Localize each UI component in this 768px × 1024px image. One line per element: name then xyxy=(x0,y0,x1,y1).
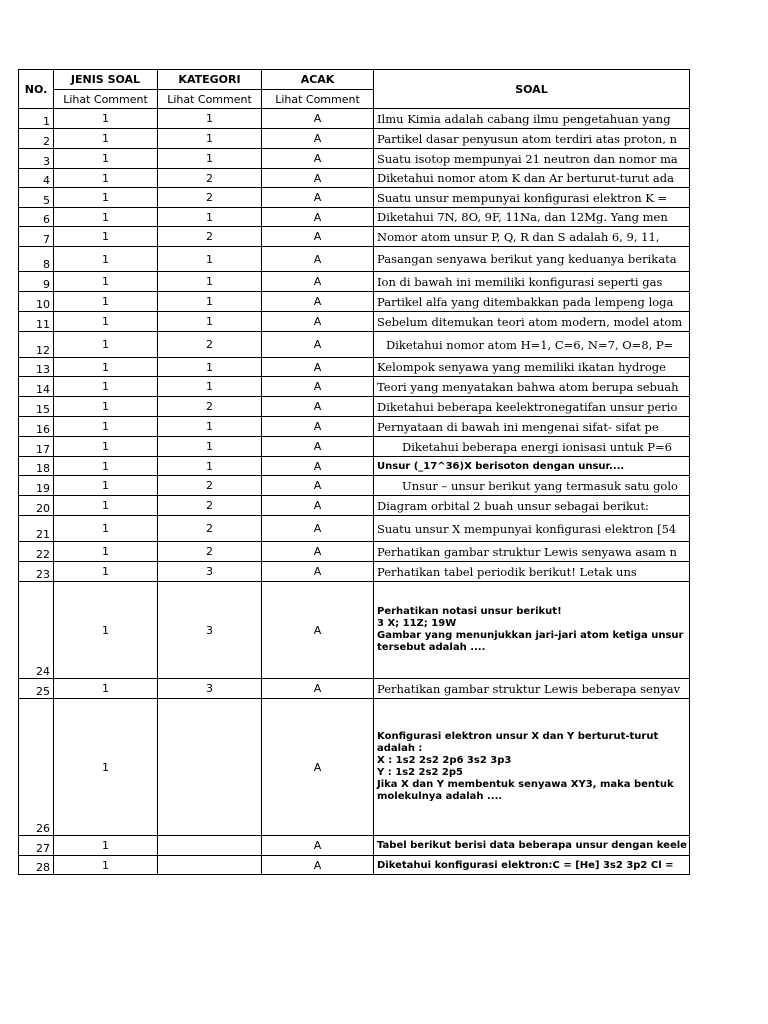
cell-jenis-soal[interactable]: 1 xyxy=(54,188,158,208)
cell-soal[interactable]: Ion di bawah ini memiliki konfigurasi seperti gas xyxy=(374,272,690,292)
cell-jenis-soal[interactable]: 1 xyxy=(54,562,158,582)
cell-jenis-soal[interactable]: 1 xyxy=(54,149,158,169)
cell-no[interactable]: 4 xyxy=(19,169,54,188)
table-row xyxy=(19,516,690,542)
soal-line: tersebut adalah .... xyxy=(377,642,486,653)
cell-no[interactable]: 11 xyxy=(19,312,54,332)
cell-soal[interactable]: Suatu isotop mempunyai 21 neutron dan nomor ma xyxy=(374,149,690,169)
cell-kategori[interactable]: 1 xyxy=(158,272,262,292)
cell-kategori[interactable]: 2 xyxy=(158,476,262,496)
cell-acak[interactable]: A xyxy=(262,437,374,457)
cell-acak[interactable]: A xyxy=(262,836,374,856)
table-row xyxy=(19,129,690,149)
cell-soal[interactable]: Pasangan senyawa berikut yang keduanya berikata xyxy=(374,247,690,272)
cell-kategori[interactable]: 3 xyxy=(158,679,262,699)
table-row xyxy=(19,109,690,129)
cell-soal[interactable]: Tabel berikut berisi data beberapa unsur dengan keele xyxy=(374,836,690,856)
cell-acak[interactable]: A xyxy=(262,272,374,292)
table-row xyxy=(19,208,690,227)
cell-no[interactable]: 21 xyxy=(19,516,54,542)
table-row xyxy=(19,292,690,312)
cell-jenis-soal[interactable]: 1 xyxy=(54,542,158,562)
cell-acak[interactable]: A xyxy=(262,377,374,397)
cell-no[interactable]: 8 xyxy=(19,247,54,272)
cell-acak[interactable]: A xyxy=(262,562,374,582)
cell-acak[interactable]: A xyxy=(262,476,374,496)
cell-kategori[interactable]: 1 xyxy=(158,129,262,149)
question-sheet-table xyxy=(18,69,690,875)
cell-soal[interactable]: Pernyataan di bawah ini mengenai sifat- sifat pe xyxy=(374,417,690,437)
cell-kategori[interactable]: 1 xyxy=(158,417,262,437)
cell-jenis-soal[interactable]: 1 xyxy=(54,312,158,332)
cell-acak[interactable]: A xyxy=(262,227,374,247)
cell-jenis-soal[interactable]: 1 xyxy=(54,129,158,149)
cell-soal[interactable]: Diketahui nomor atom H=1, C=6, N=7, O=8, P= xyxy=(374,332,690,358)
cell-no[interactable]: 10 xyxy=(19,292,54,312)
subheader-kategori-comment[interactable]: Lihat Comment xyxy=(158,90,262,109)
cell-no[interactable]: 18 xyxy=(19,457,54,476)
cell-kategori[interactable]: 1 xyxy=(158,358,262,377)
cell-jenis-soal[interactable]: 1 xyxy=(54,496,158,516)
soal-line: Jika X dan Y membentuk senyawa XY3, maka bentuk xyxy=(377,779,674,790)
table-row xyxy=(19,247,690,272)
cell-jenis-soal[interactable]: 1 xyxy=(54,247,158,272)
cell-kategori[interactable]: 1 xyxy=(158,437,262,457)
cell-no[interactable]: 25 xyxy=(19,679,54,699)
cell-kategori[interactable]: 1 xyxy=(158,149,262,169)
cell-soal[interactable]: Partikel alfa yang ditembakkan pada lempeng loga xyxy=(374,292,690,312)
cell-kategori[interactable]: 2 xyxy=(158,542,262,562)
cell-no[interactable]: 7 xyxy=(19,227,54,247)
soal-line: X : 1s2 2s2 2p6 3s2 3p3 xyxy=(377,755,512,766)
cell-acak[interactable]: A xyxy=(262,149,374,169)
cell-soal[interactable]: Perhatikan gambar struktur Lewis senyawa asam n xyxy=(374,542,690,562)
cell-soal[interactable]: Diketahui 7N, 8O, 9F, 11Na, dan 12Mg. Yang men xyxy=(374,208,690,227)
cell-kategori[interactable]: 1 xyxy=(158,109,262,129)
cell-soal[interactable]: Ilmu Kimia adalah cabang ilmu pengetahuan yang xyxy=(374,109,690,129)
cell-no[interactable]: 17 xyxy=(19,437,54,457)
cell-soal[interactable] xyxy=(374,699,690,836)
cell-no[interactable]: 23 xyxy=(19,562,54,582)
cell-soal[interactable]: Unsur – unsur berikut yang termasuk satu golo xyxy=(374,476,690,496)
cell-soal[interactable]: Diagram orbital 2 buah unsur sebagai berikut: xyxy=(374,496,690,516)
table-row xyxy=(19,562,690,582)
cell-acak[interactable]: A xyxy=(262,208,374,227)
subheader-acak-comment[interactable]: Lihat Comment xyxy=(262,90,374,109)
soal-line: adalah : xyxy=(377,743,423,754)
cell-soal[interactable]: Sebelum ditemukan teori atom modern, model atom xyxy=(374,312,690,332)
cell-jenis-soal[interactable]: 1 xyxy=(54,208,158,227)
cell-soal[interactable]: Teori yang menyatakan bahwa atom berupa sebuah xyxy=(374,377,690,397)
cell-kategori[interactable]: 1 xyxy=(158,208,262,227)
soal-line: Perhatikan notasi unsur berikut! xyxy=(377,606,562,617)
cell-no[interactable]: 27 xyxy=(19,836,54,856)
cell-acak[interactable]: A xyxy=(262,582,374,679)
header-row xyxy=(19,70,690,90)
table-row xyxy=(19,582,690,679)
cell-acak[interactable]: A xyxy=(262,247,374,272)
table-row xyxy=(19,417,690,437)
cell-jenis-soal[interactable]: 1 xyxy=(54,476,158,496)
cell-jenis-soal[interactable]: 1 xyxy=(54,377,158,397)
soal-line: Konfigurasi elektron unsur X dan Y berturut-turut xyxy=(377,731,659,742)
cell-jenis-soal[interactable]: 1 xyxy=(54,457,158,476)
cell-kategori[interactable]: 2 xyxy=(158,397,262,417)
soal-line: Gambar yang menunjukkan jari-jari atom ketiga unsur xyxy=(377,630,684,641)
cell-jenis-soal[interactable]: 1 xyxy=(54,516,158,542)
cell-soal[interactable]: Perhatikan gambar struktur Lewis beberapa senyav xyxy=(374,679,690,699)
cell-kategori[interactable]: 2 xyxy=(158,332,262,358)
soal-line: Y : 1s2 2s2 2p5 xyxy=(377,767,463,778)
table-row xyxy=(19,397,690,417)
table-row xyxy=(19,149,690,169)
soal-line: molekulnya adalah .... xyxy=(377,791,503,802)
cell-kategori[interactable]: 3 xyxy=(158,562,262,582)
soal-line: 3 X; 11Z; 19W xyxy=(377,618,457,629)
cell-jenis-soal[interactable]: 1 xyxy=(54,397,158,417)
cell-soal[interactable] xyxy=(374,582,690,679)
cell-jenis-soal[interactable]: 1 xyxy=(54,679,158,699)
table-row xyxy=(19,272,690,292)
cell-acak[interactable]: A xyxy=(262,109,374,129)
header-soal[interactable]: SOAL xyxy=(374,70,690,109)
header-acak[interactable]: ACAK xyxy=(262,70,374,90)
cell-no[interactable]: 9 xyxy=(19,272,54,292)
table-row xyxy=(19,476,690,496)
cell-jenis-soal[interactable]: 1 xyxy=(54,417,158,437)
cell-no[interactable]: 15 xyxy=(19,397,54,417)
cell-jenis-soal[interactable]: 1 xyxy=(54,292,158,312)
cell-kategori[interactable]: 2 xyxy=(158,516,262,542)
cell-soal[interactable]: Diketahui beberapa keelektronegatifan unsur perio xyxy=(374,397,690,417)
cell-kategori[interactable] xyxy=(158,699,262,836)
cell-no[interactable]: 2 xyxy=(19,129,54,149)
table-row xyxy=(19,856,690,875)
cell-kategori[interactable]: 2 xyxy=(158,227,262,247)
cell-kategori[interactable] xyxy=(158,856,262,875)
cell-kategori[interactable]: 1 xyxy=(158,377,262,397)
cell-soal[interactable]: Partikel dasar penyusun atom terdiri atas proton, n xyxy=(374,129,690,149)
cell-jenis-soal[interactable]: 1 xyxy=(54,109,158,129)
cell-jenis-soal[interactable]: 1 xyxy=(54,699,158,836)
cell-acak[interactable]: A xyxy=(262,292,374,312)
cell-jenis-soal[interactable]: 1 xyxy=(54,856,158,875)
table-row xyxy=(19,332,690,358)
cell-acak[interactable]: A xyxy=(262,699,374,836)
cell-acak[interactable]: A xyxy=(262,358,374,377)
cell-kategori[interactable]: 1 xyxy=(158,247,262,272)
cell-jenis-soal[interactable]: 1 xyxy=(54,169,158,188)
cell-no[interactable]: 22 xyxy=(19,542,54,562)
cell-acak[interactable]: A xyxy=(262,542,374,562)
cell-acak[interactable]: A xyxy=(262,856,374,875)
cell-no[interactable]: 12 xyxy=(19,332,54,358)
cell-soal[interactable]: Nomor atom unsur P, Q, R dan S adalah 6, 9, 11, xyxy=(374,227,690,247)
table-row xyxy=(19,457,690,476)
cell-acak[interactable]: A xyxy=(262,417,374,437)
header-no[interactable]: NO. xyxy=(19,70,54,109)
cell-no[interactable]: 14 xyxy=(19,377,54,397)
cell-no[interactable]: 3 xyxy=(19,149,54,169)
cell-kategori[interactable]: 2 xyxy=(158,188,262,208)
cell-kategori[interactable]: 2 xyxy=(158,496,262,516)
table-row xyxy=(19,496,690,516)
cell-jenis-soal[interactable]: 1 xyxy=(54,437,158,457)
cell-no[interactable]: 5 xyxy=(19,188,54,208)
header-jenis-soal[interactable]: JENIS SOAL xyxy=(54,70,158,90)
cell-no[interactable]: 20 xyxy=(19,496,54,516)
cell-acak[interactable]: A xyxy=(262,516,374,542)
cell-kategori[interactable]: 1 xyxy=(158,312,262,332)
cell-jenis-soal[interactable]: 1 xyxy=(54,332,158,358)
cell-acak[interactable]: A xyxy=(262,169,374,188)
cell-soal[interactable]: Diketahui konfigurasi elektron:C = [He] 3s2 3p2 Cl = xyxy=(374,856,690,875)
cell-acak[interactable]: A xyxy=(262,397,374,417)
cell-soal[interactable]: Suatu unsur X mempunyai konfigurasi elektron [54 xyxy=(374,516,690,542)
cell-acak[interactable]: A xyxy=(262,129,374,149)
cell-kategori[interactable]: 1 xyxy=(158,292,262,312)
cell-soal[interactable]: Unsur (_17^36)X berisoton dengan unsur.... xyxy=(374,457,690,476)
cell-no[interactable]: 19 xyxy=(19,476,54,496)
table-row xyxy=(19,542,690,562)
cell-jenis-soal[interactable]: 1 xyxy=(54,272,158,292)
cell-no[interactable]: 26 xyxy=(19,699,54,836)
cell-acak[interactable]: A xyxy=(262,679,374,699)
cell-jenis-soal[interactable]: 1 xyxy=(54,358,158,377)
table-row xyxy=(19,377,690,397)
cell-jenis-soal[interactable]: 1 xyxy=(54,582,158,679)
table-row xyxy=(19,188,690,208)
cell-acak[interactable]: A xyxy=(262,457,374,476)
cell-jenis-soal[interactable]: 1 xyxy=(54,227,158,247)
cell-soal[interactable]: Perhatikan tabel periodik berikut! Letak uns xyxy=(374,562,690,582)
cell-no[interactable]: 28 xyxy=(19,856,54,875)
cell-no[interactable]: 6 xyxy=(19,208,54,227)
cell-kategori[interactable]: 3 xyxy=(158,582,262,679)
table-row xyxy=(19,358,690,377)
cell-soal[interactable]: Diketahui nomor atom K dan Ar berturut-turut ada xyxy=(374,169,690,188)
cell-acak[interactable]: A xyxy=(262,312,374,332)
cell-soal[interactable]: Diketahui beberapa energi ionisasi untuk P=6 xyxy=(374,437,690,457)
cell-no[interactable]: 13 xyxy=(19,358,54,377)
cell-acak[interactable]: A xyxy=(262,188,374,208)
table-row xyxy=(19,227,690,247)
table-row xyxy=(19,679,690,699)
cell-jenis-soal[interactable]: 1 xyxy=(54,836,158,856)
cell-no[interactable]: 24 xyxy=(19,582,54,679)
cell-kategori[interactable]: 1 xyxy=(158,457,262,476)
cell-kategori[interactable]: 2 xyxy=(158,169,262,188)
cell-no[interactable]: 1 xyxy=(19,109,54,129)
table-row xyxy=(19,169,690,188)
table-row xyxy=(19,437,690,457)
cell-no[interactable]: 16 xyxy=(19,417,54,437)
table-body xyxy=(19,109,690,875)
cell-soal[interactable]: Suatu unsur mempunyai konfigurasi elektron K = xyxy=(374,188,690,208)
cell-kategori[interactable] xyxy=(158,836,262,856)
table-row xyxy=(19,836,690,856)
cell-acak[interactable]: A xyxy=(262,332,374,358)
cell-acak[interactable]: A xyxy=(262,496,374,516)
header-kategori[interactable]: KATEGORI xyxy=(158,70,262,90)
subheader-jenis-comment[interactable]: Lihat Comment xyxy=(54,90,158,109)
table-row xyxy=(19,699,690,836)
table-row xyxy=(19,312,690,332)
cell-soal[interactable]: Kelompok senyawa yang memiliki ikatan hydroge xyxy=(374,358,690,377)
